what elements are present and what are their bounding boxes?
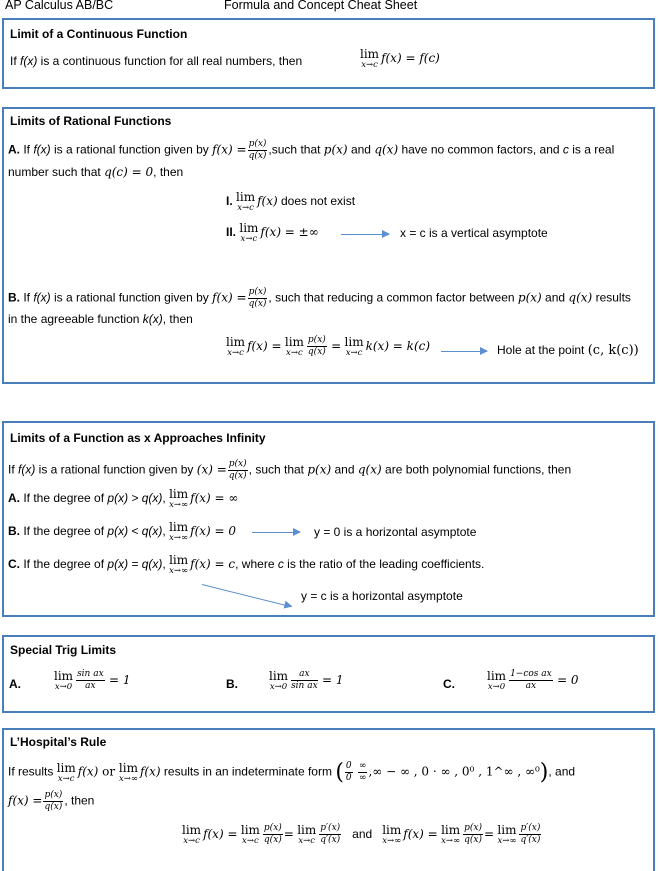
statement: If f(x) is a rational function given by (x) = $\frac{p(x)}{q(x)}$ , such that p(x) and q(x) are both polynomial functions, then — [8, 459, 572, 481]
case-c: C. If the degree of p(x) = q(x), lim x→∞ f(x) = c, where c is the ratio of the leading coefficients. — [8, 553, 485, 576]
section-title: Special Trig Limits — [10, 643, 117, 657]
horizontal-asymptote-note-zero: y = 0 is a horizontal asymptote — [314, 525, 477, 539]
trig-c-label: C. — [443, 677, 455, 691]
section-trig — [2, 635, 655, 713]
section-infinity — [2, 421, 655, 617]
hole-note: Hole at the point (c, k(c)) — [497, 343, 639, 358]
arrow-icon — [252, 532, 300, 533]
horizontal-asymptote-note-c: y = c is a horizontal asymptote — [301, 589, 463, 603]
section-lhospital — [2, 728, 655, 871]
part-a-line1: A. If f(x) is a rational function given by f(x) = $\frac{p(x)}{q(x)}$ ,such that p(x) and q(x) have no common factors, and c is a real — [8, 139, 615, 161]
part-b-line1: B. If f(x) is a rational function given by f(x) = $\frac{p(x)}{q(x)}$ , such that reducing a common factor between p(x) and q(x) results — [8, 287, 631, 309]
trig-a-label: A. — [9, 677, 21, 691]
trig-b-label: B. — [226, 677, 238, 691]
vertical-asymptote-note: x = c is a vertical asymptote — [400, 226, 548, 240]
part-b-line2: in the agreeable function k(x), then — [8, 312, 193, 326]
arrow-icon — [341, 234, 389, 235]
part-a-line2: number such that q(c) = 0, then — [8, 165, 184, 179]
section-title: Limit of a Continuous Function — [10, 27, 188, 41]
trig-limit-b: lim x→0 $\frac{ax}{\text{sin ax}}$ = 1 — [269, 669, 344, 692]
section-title: L’Hospital’s Rule — [10, 735, 107, 749]
case-b: B. If the degree of p(x) < q(x), lim x→∞ f(x) = 0 — [8, 520, 237, 543]
section-title: Limits of Rational Functions — [10, 114, 172, 128]
case-i: I. lim x→c f(x) does not exist — [226, 190, 356, 213]
statement: If f(x) is a continuous function for all real numbers, then — [10, 54, 303, 68]
arrow-icon — [202, 584, 292, 607]
formula: lim x→c f(x) = f(c) — [360, 47, 440, 70]
section-rational — [2, 107, 655, 384]
statement-line1: If results lim x→c f(x) or lim x→∞ f(x) results in an indeterminate form ( $\frac{0}{0}$ $\frac{\infty}{\infty}$ ,∞ − ∞ , 0 · ∞ , 0⁰ , 1^∞ , ∞⁰), and — [8, 760, 576, 785]
section-continuous — [2, 18, 655, 89]
lhospital-formula: lim x→c f(x) = lim x→c $\frac{p(x)}{q(x)}$ = lim x→c $\frac{p'(x)}{q'(x)}$ and lim x→∞ f(x) = lim x→∞ $\frac{p(x)}{q(x)}$ = lim x→∞ $\frac{p'(x)}{q'(x)}$ — [182, 823, 541, 846]
trig-limit-c: lim x→0 $\frac{\text{1−cos ax}}{ax}$ = 0 — [487, 669, 579, 692]
case-ii: II. lim x→c f(x) = ±∞ — [226, 221, 319, 244]
arrow-icon — [441, 351, 487, 352]
statement-line2: f(x) = $\frac{p(x)}{q(x)}$ , then — [8, 790, 95, 812]
section-title: Limits of a Function as x Approaches Infinity — [10, 431, 266, 445]
hole-formula: lim x→c f(x) = lim x→c $\frac{p(x)}{q(x)}$ = lim x→c k(x) = k(c) — [226, 335, 431, 358]
document-title: Formula and Concept Cheat Sheet — [224, 0, 418, 12]
course-title: AP Calculus AB/BC — [5, 0, 114, 12]
case-a: A. If the degree of p(x) > q(x), lim x→∞ f(x) = ∞ — [8, 487, 239, 510]
trig-limit-a: lim x→0 $\frac{\text{sin ax}}{ax}$ = 1 — [54, 669, 131, 692]
